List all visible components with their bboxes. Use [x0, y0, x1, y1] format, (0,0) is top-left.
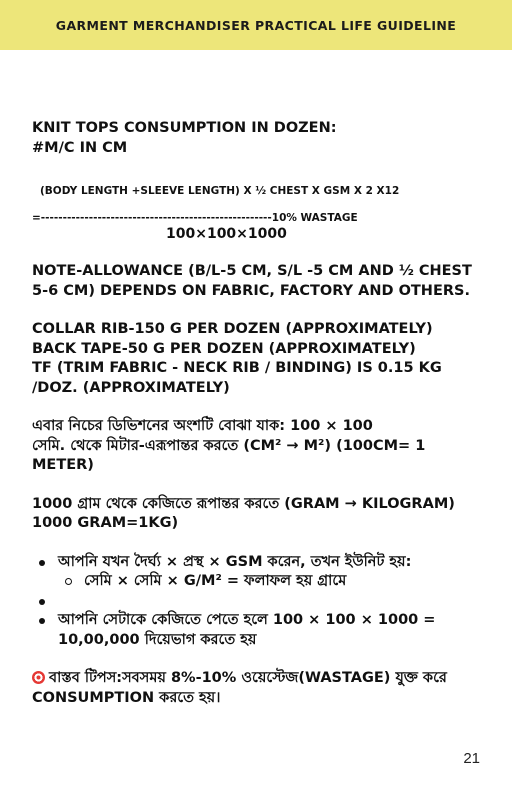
collar-rib-line: COLLAR RIB-150 G PER DOZEN (APPROXIMATELY) [32, 321, 433, 337]
explanation-list [32, 553, 482, 651]
formula-numerator: (BODY LENGTH +SLEEVE LENGTH) X ½ CHEST X GSM X 2 X12 [40, 185, 400, 197]
list-item-text: আপনি যখন দৈর্ঘ্য × প্রস্থ × GSM করেন, তখন ইউনিট হয়: [58, 553, 412, 570]
division-explanation-line1: এবার নিচের ডিভিশনের অংশটি বোঝা যাক: 100 × 100 [32, 418, 373, 434]
back-tape-line: BACK TAPE-50 G PER DOZEN (APPROXIMATELY) [32, 340, 416, 357]
spacer [32, 534, 482, 553]
spacer [32, 650, 482, 669]
sub-list [58, 572, 482, 592]
tip-text: বাস্তব টিপস:সবসময় 8%-10% ওয়েস্টেজ(WASTAGE) যুক্ত করে CONSUMPTION করতে হয়। [32, 670, 447, 706]
header-banner [0, 0, 512, 50]
spacer [32, 476, 482, 495]
tip-paragraph [32, 669, 482, 708]
section-heading: KNIT TOPS CONSUMPTION IN DOZEN: [32, 120, 337, 136]
header-title: GARMENT MERCHANDISER PRACTICAL LIFE GUIDELINE [55, 17, 457, 33]
list-item-empty [32, 592, 482, 612]
section-subheading: #M/C IN CM [32, 140, 128, 156]
trim-fabric-line: TF (TRIM FABRIC - NECK RIB / BINDING) IS 0.15 KG /DOZ. (APPROXIMATELY) [32, 360, 442, 396]
gram-to-kg-line: 1000 গ্রাম থেকে কেজিতে রূপান্তর করতে (GRAM → KILOGRAM) 1000 GRAM=1KG) [32, 495, 455, 531]
list-item [32, 611, 482, 650]
formula-denominator: 100×100×1000 [166, 226, 287, 242]
target-icon [32, 671, 45, 684]
list-item [32, 553, 482, 592]
spacer [32, 301, 482, 320]
page-content [32, 118, 482, 708]
division-explanation-line2: সেমি. থেকে মিটার-এরূপান্তর করতে (CM² → M²) (100CM= 1 METER) [32, 437, 426, 473]
sub-list-item: সেমি × সেমি × G/M² = ফলাফল হয় গ্রামে [58, 572, 482, 592]
spacer [32, 398, 482, 417]
page-number: 21 [463, 750, 480, 767]
spacer [32, 243, 482, 262]
allowance-note: NOTE-ALLOWANCE (B/L-5 CM, S/L -5 CM AND ½ CHEST 5-6 CM) DEPENDS ON FABRIC, FACTORY AND OTHERS. [32, 263, 472, 299]
list-item-text: আপনি সেটাকে কেজিতে পেতে হলে 100 × 100 × 1000 = 10,00,000 দিয়েভাগ করতে হয় [58, 612, 436, 648]
formula-divider: =-----------------------------------------------------10% WASTAGE [32, 212, 358, 224]
